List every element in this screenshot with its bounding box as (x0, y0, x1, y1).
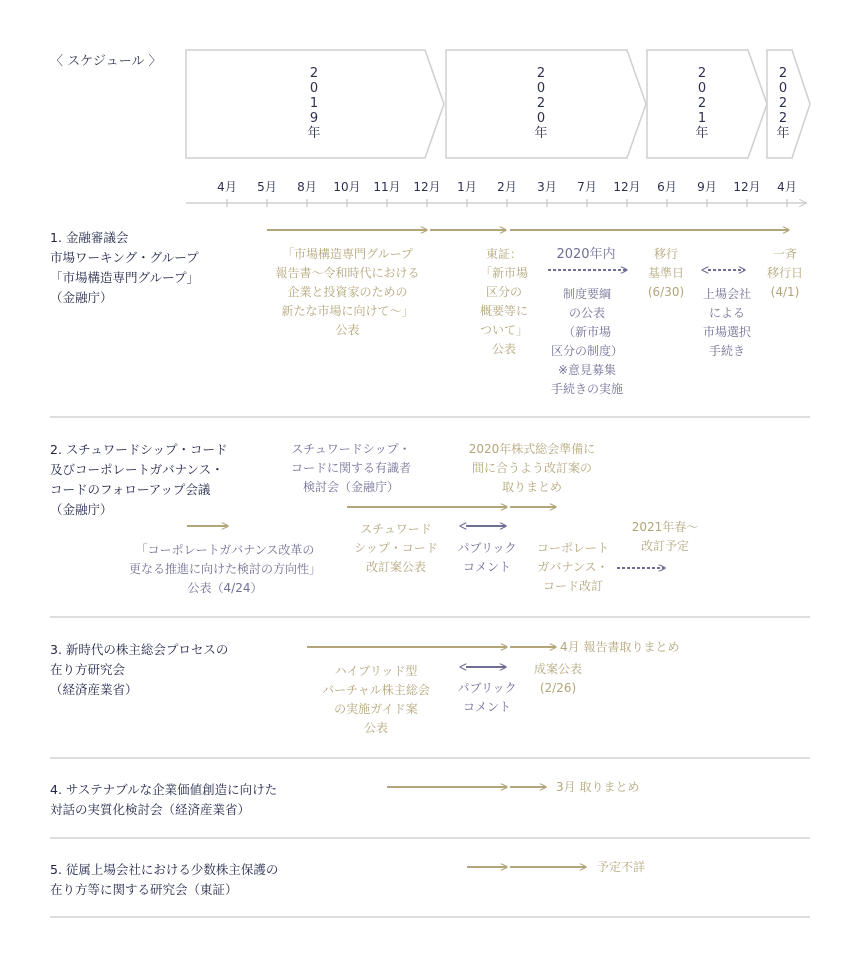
row-separator (50, 416, 810, 418)
row1-outline-note: 制度要綱 の公表 （新市場 区分の制度） ※意見募集 手続きの実施 (550, 287, 623, 396)
row-title-3: 3. 新時代の株主総会プロセスの 在り方研究会 （経済産業省） (50, 642, 229, 697)
row5-undetermined-note: 予定不詳 (597, 860, 646, 874)
month-label: 8月 (297, 180, 317, 194)
row-title-4: 4. サステナブルな企業価値創造に向けた 対話の実質化検討会（経済産業省） (50, 782, 278, 817)
year-label-2021: 2 0 2 1 年 (695, 66, 709, 141)
row2-cg-code-note: コーポレート ガバナンス・ コード改訂 (536, 541, 609, 593)
month-label: 12月 (413, 180, 441, 194)
row-title-2: 2. スチュワードシップ・コード 及びコーポレートガバナンス・ コードのフォローアップ会議 （金融庁） (50, 442, 228, 517)
row2-revision-compile-note: 2020年株式総会準備に 間に合うよう改訂案の 取りまとめ (468, 442, 596, 494)
row-title-1: 1. 金融審議会 市場ワーキング・グループ 「市場構造専門グループ」 （金融庁） (50, 230, 200, 305)
month-label: 7月 (577, 180, 597, 194)
year-label-2020: 2 0 2 0 年 (534, 66, 548, 141)
row1-tse-note: 東証： 「新市場 区分の 概要等に ついて」 公表 (479, 247, 528, 356)
row1-within-2020-note: 2020年内 (556, 247, 616, 262)
schedule-title: 〈 スケジュール 〉 (50, 54, 162, 69)
row3-public-comment-note: パブリック コメント (457, 681, 517, 714)
row-separator (50, 757, 810, 759)
row-separator (50, 837, 810, 839)
row1-report-note: 「市場構造専門グループ 報告書～令和時代における 企業と投資家のための 新たな市場に向けて～」 公表 (275, 247, 420, 337)
row-title-5: 5. 従属上場会社における少数株主保護の 在り方等に関する研究会（東証） (50, 862, 279, 897)
month-label: 9月 (697, 180, 717, 194)
month-label: 3月 (537, 180, 557, 194)
year-label-2019: 2 0 1 9 年 (307, 66, 321, 141)
row1-migration-date-note: 一斉 移行日 (4/1) (766, 247, 803, 299)
row-separator (50, 916, 810, 918)
month-label: 1月 (457, 180, 477, 194)
month-label: 5月 (257, 180, 277, 194)
month-label: 4月 (777, 180, 797, 194)
row2-direction-note: 「コーポレートガバナンス改革の 更なる推進に向けた検討の方向性」 公表（4/24） (128, 543, 321, 595)
month-label: 11月 (373, 180, 401, 194)
month-label: 10月 (333, 180, 361, 194)
year-label-2022: 2 0 2 2 年 (776, 66, 790, 141)
row3-final-release-note: 成案公表 (2/26) (533, 662, 582, 695)
row1-market-selection-note: 上場会社 による 市場選択 手続き (702, 287, 751, 358)
row2-stewardship-note: スチュワード シップ・コード 改訂案公表 (354, 522, 438, 574)
row4-compile-note: 3月 取りまとめ (556, 780, 640, 794)
row2-expert-council-note: スチュワードシップ・ コードに関する有識者 検討会（金融庁） (290, 442, 411, 494)
row3-hybrid-guide-note: ハイブリッド型 バーチャル株主総会 の実施ガイド案 公表 (322, 664, 430, 735)
month-label: 4月 (217, 180, 237, 194)
month-label: 12月 (733, 180, 761, 194)
row-separator (50, 616, 810, 618)
row2-public-comment-note: パブリック コメント (457, 541, 517, 574)
row1-base-date-note: 移行 基準日 (6/30) (647, 247, 685, 299)
row3-report-note: 4月 報告書取りまとめ (560, 640, 680, 654)
month-label: 2月 (497, 180, 517, 194)
month-label: 12月 (613, 180, 641, 194)
month-label: 6月 (657, 180, 677, 194)
row2-spring-2021-note: 2021年春～ 改訂予定 (631, 520, 699, 553)
